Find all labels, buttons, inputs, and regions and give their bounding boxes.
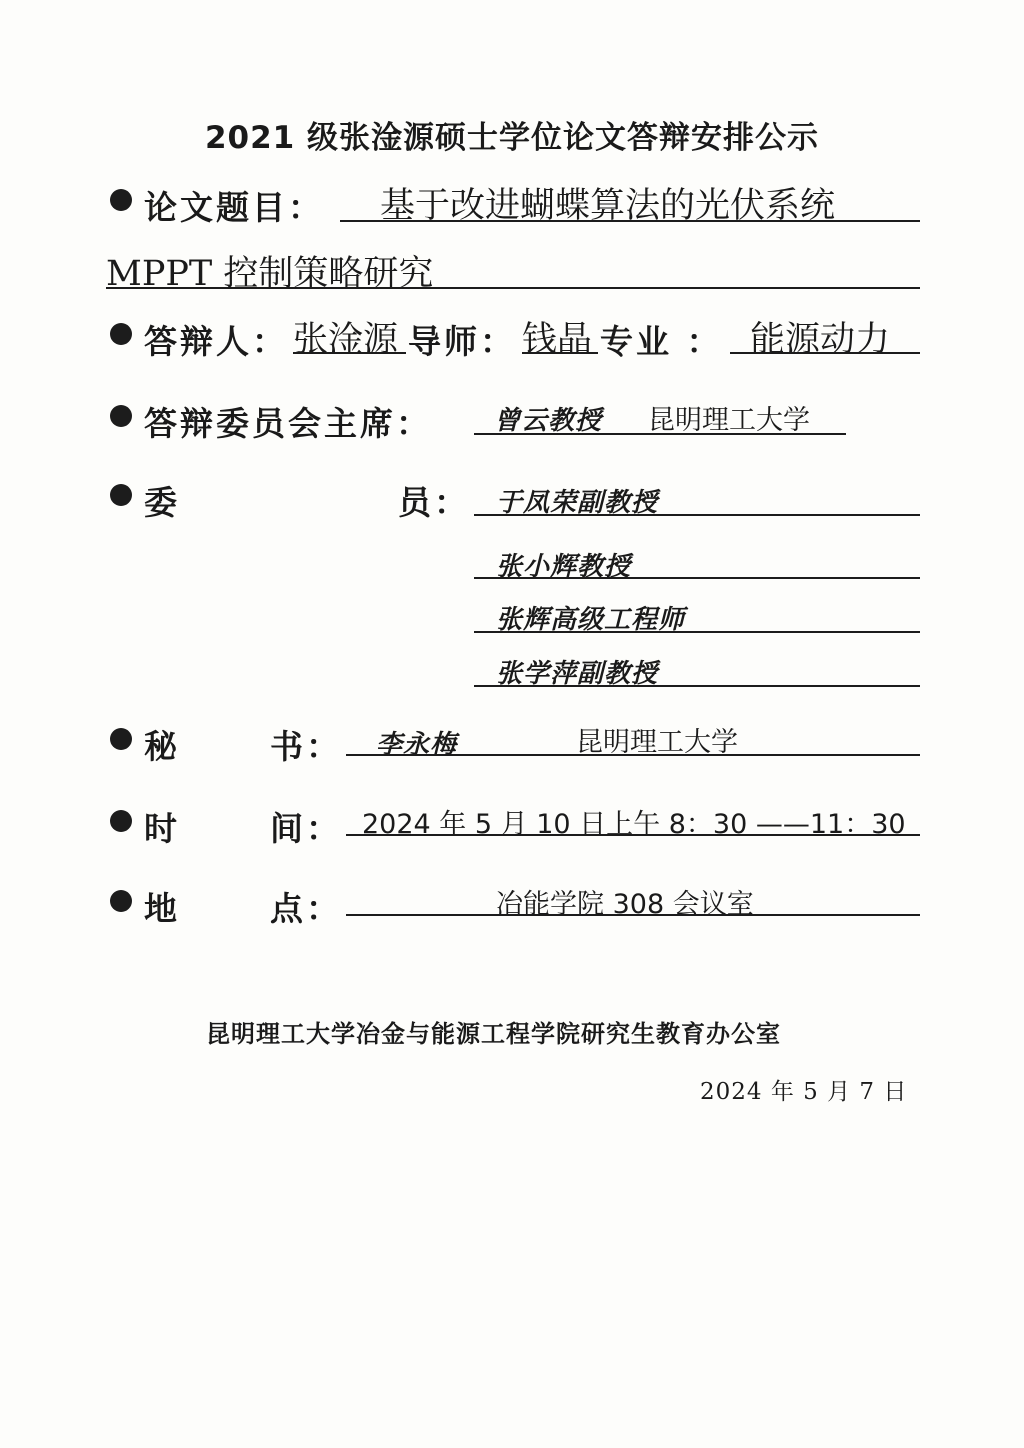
members-label-first: 委 — [144, 483, 180, 522]
thesis-label: 论文题目： — [144, 188, 324, 227]
issuing-office: 昆明理工大学冶金与能源工程学院研究生教育办公室 — [206, 1019, 781, 1048]
thesis-underline-2 — [106, 287, 920, 289]
advisor-label: 导师： — [408, 322, 516, 361]
chair-affiliation: 昆明理工大学 — [648, 405, 810, 436]
member-underline — [474, 631, 920, 633]
bullet-icon — [110, 810, 132, 832]
location-value: 冶能学院 308 会议室 — [496, 889, 754, 920]
secretary-underline — [346, 754, 920, 756]
thesis-title-line2: MPPT 控制策略研究 — [106, 254, 434, 294]
members-label-second: 员： — [398, 483, 470, 522]
thesis-underline-1 — [340, 220, 920, 222]
time-underline — [346, 834, 920, 836]
member-item: 张小辉教授 — [496, 552, 632, 582]
defender-label: 答辩人： — [144, 322, 288, 361]
page-title: 2021 级张淦源硕士学位论文答辩安排公示 — [204, 120, 820, 156]
issue-date: 2024 年 5 月 7 日 — [700, 1079, 908, 1105]
location-label-second: 点： — [270, 889, 342, 928]
time-label-first: 时 — [144, 809, 180, 848]
bullet-icon — [110, 890, 132, 912]
member-item: 张辉高级工程师 — [496, 605, 686, 635]
secretary-label-second: 书： — [270, 727, 342, 766]
major-value: 能源动力 — [750, 320, 891, 360]
bullet-icon — [110, 728, 132, 750]
member-underline — [474, 685, 920, 687]
member-item: 张学萍副教授 — [496, 659, 659, 689]
member-underline — [474, 514, 920, 516]
member-item: 于凤荣副教授 — [496, 488, 659, 518]
chair-label: 答辩委员会主席： — [144, 404, 432, 443]
major-label: 专业 ： — [600, 322, 723, 361]
chair-name: 曾云教授 — [494, 406, 603, 436]
advisor-underline — [522, 352, 598, 354]
bullet-icon — [110, 484, 132, 506]
thesis-title-line1: 基于改进蝴蝶算法的光伏系统 — [380, 186, 836, 226]
secretary-affiliation: 昆明理工大学 — [576, 727, 738, 758]
bullet-icon — [110, 189, 132, 211]
time-value: 2024 年 5 月 10 日上午 8：30 ——11：30 — [362, 809, 906, 840]
location-underline — [346, 914, 920, 916]
time-label-second: 间： — [270, 809, 342, 848]
secretary-label-first: 秘 — [144, 727, 180, 766]
major-underline — [730, 352, 920, 354]
member-underline — [474, 577, 920, 579]
defender-name: 张淦源 — [293, 320, 399, 360]
defender-underline — [293, 352, 406, 354]
chair-underline — [474, 433, 846, 435]
bullet-icon — [110, 323, 132, 345]
bullet-icon — [110, 405, 132, 427]
location-label-first: 地 — [144, 889, 180, 928]
advisor-name: 钱晶 — [522, 320, 593, 360]
secretary-name: 李永梅 — [376, 730, 458, 760]
